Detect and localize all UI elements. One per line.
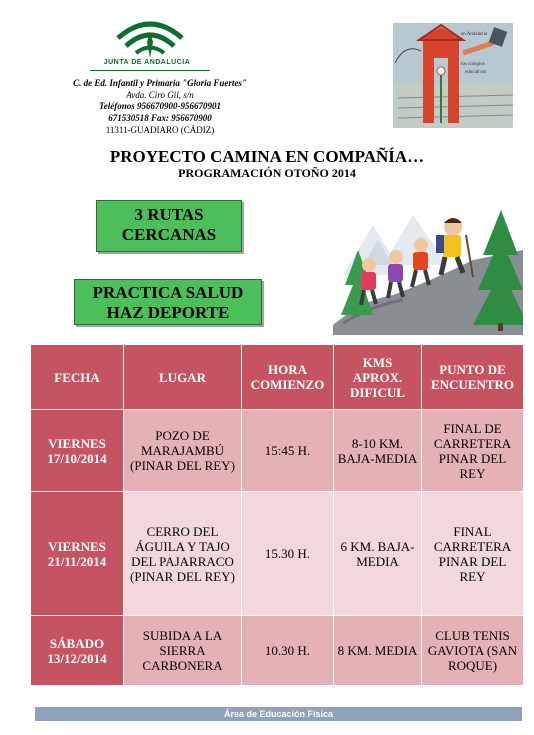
school-drawing-icon [393,23,513,128]
health-box-line2: HAZ DEPORTE [106,303,230,322]
school-postal: 11311-GUADIARO (CÁDIZ) [105,125,215,135]
svg-text:en Andalucía: en Andalucía [461,32,488,37]
cell-hora: 15:45 H. [242,410,334,492]
table-row [31,616,524,686]
hikers-illustration-icon [333,205,523,335]
cell-fecha: SÁBADO 13/12/2014 [31,616,124,686]
cell-lugar: SUBIDA A LA SIERRA CARBONERA [124,616,242,686]
routes-box [96,200,242,252]
cell-punto: FINAL DE CARRETERA PINAR DEL REY [422,410,524,492]
logo-text: JUNTA DE ANDALUCIA [103,59,191,66]
header-punto: PUNTO DE ENCUENTRO [422,345,524,410]
school-mobile-fax: 671530518 Fax: 956670900 [108,113,212,123]
cell-kms: 8 KM. MEDIA [334,616,422,686]
header-fecha: FECHA [31,345,124,410]
svg-text:los colegios: los colegios [461,62,485,67]
footer-bar: Área de Educación Física [35,707,522,721]
school-phones: Teléfonos 956670900-956670901 [99,101,221,111]
table-row [31,492,524,616]
cell-kms: 6 KM. BAJA-MEDIA [334,492,422,616]
cell-kms: 8-10 KM. BAJA-MEDIA [334,410,422,492]
cell-lugar: POZO DE MARAJAMBÚ (PINAR DEL REY) [124,410,242,492]
routes-box-line1: 3 RUTAS [134,205,204,224]
header-kms: KMS APROX. DIFICUL [334,345,422,410]
header-lugar: LUGAR [124,345,242,410]
cell-punto: CLUB TENIS GAVIOTA (SAN ROQUE) [422,616,524,686]
cell-hora: 15.30 H. [242,492,334,616]
school-name: C. de Ed. Infantil y Primaria "Gloria Fuertes" [73,78,247,88]
routes-box-line2: CERCANAS [121,225,217,244]
logo-divider [90,70,210,71]
routes-table [30,344,524,686]
table-row [31,410,524,492]
health-box-line1: PRACTICA SALUD [92,283,244,302]
cell-hora: 10.30 H. [242,616,334,686]
page-subtitle: PROGRAMACIÓN OTOÑO 2014 [178,166,356,180]
health-box [74,279,262,325]
header-hora: HORA COMIENZO [242,345,334,410]
table-header-row [31,345,524,410]
cell-fecha: VIERNES 21/11/2014 [31,492,124,616]
cell-fecha: VIERNES 17/10/2014 [31,410,124,492]
cell-lugar: CERRO DEL ÁGUILA Y TAJO DEL PAJARRACO (PINAR DEL REY) [124,492,242,616]
cell-punto: FINAL CARRETERA PINAR DEL REY [422,492,524,616]
svg-text:educativos: educativos [465,70,487,75]
page-title: PROYECTO CAMINA EN COMPAÑÍA… [109,147,425,166]
school-address: Avda. Ciro Gil, s/n [126,90,194,100]
